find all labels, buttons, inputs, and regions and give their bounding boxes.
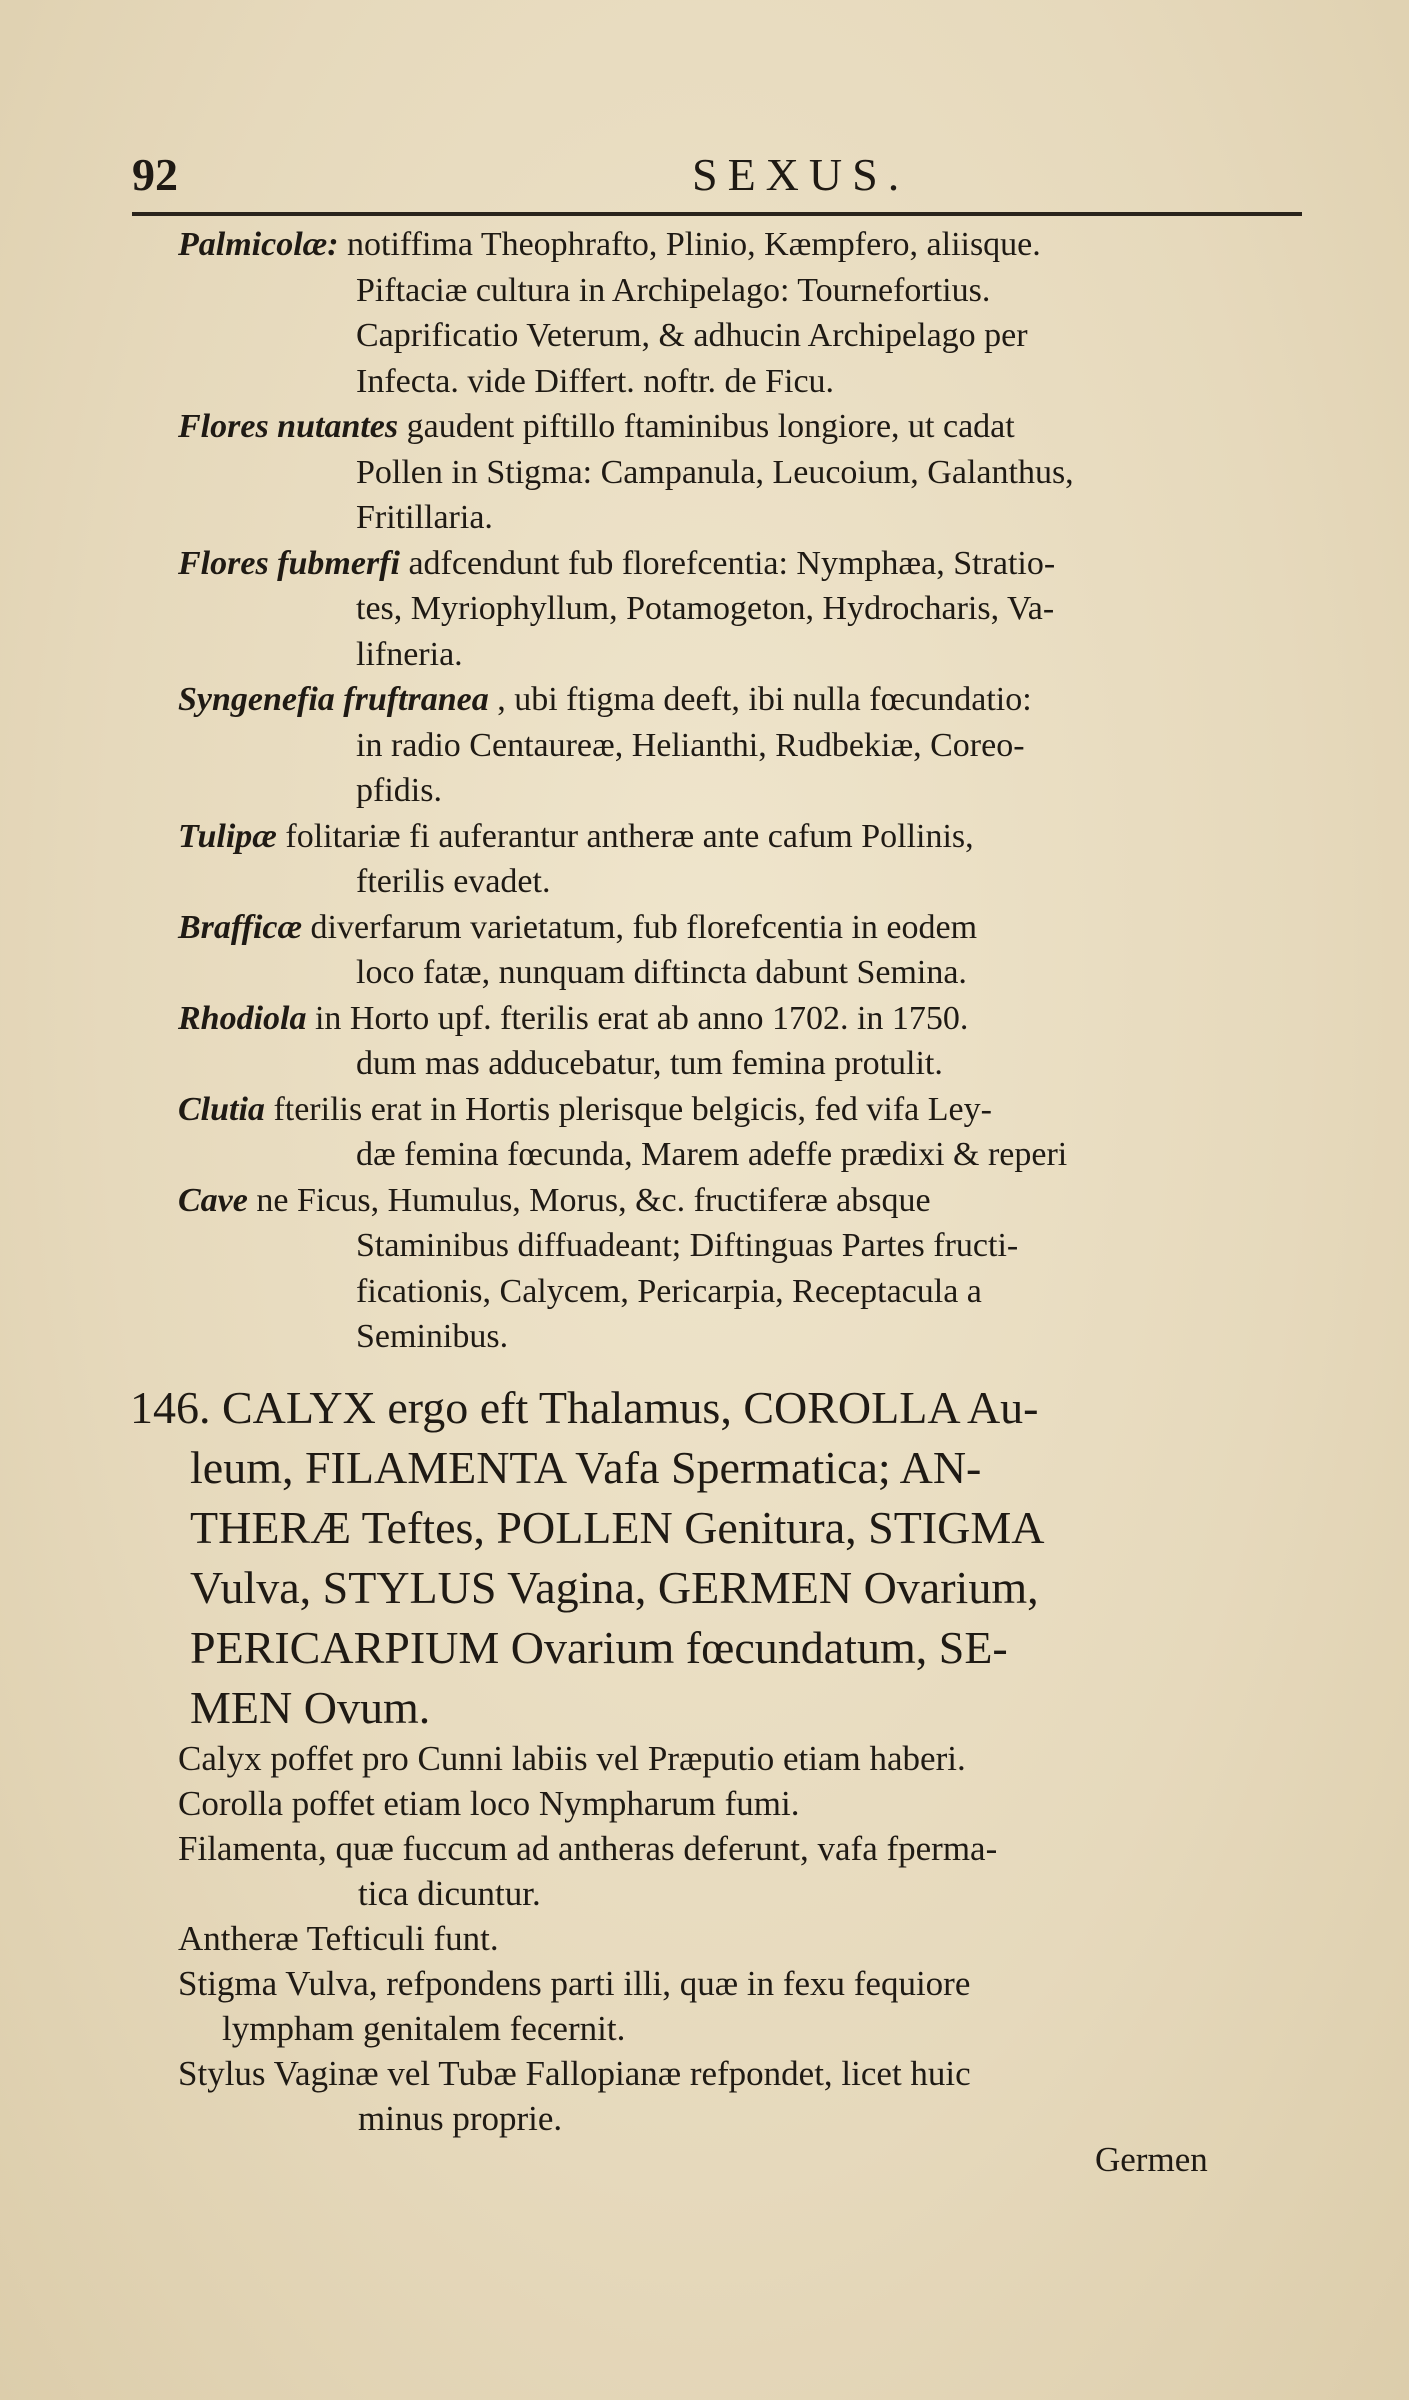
entry-term: Rhodiola <box>178 999 315 1037</box>
entry-first-line <box>0 814 974 860</box>
entry <box>0 1087 1067 1178</box>
note <box>178 1826 1298 1916</box>
paragraph-146 <box>130 1378 1290 1738</box>
entry-first-line <box>0 1087 1067 1133</box>
entry-text: ne Ficus, Humulus, Morus, &c. fructiferæ absque <box>256 1181 931 1219</box>
entry <box>0 1178 1018 1360</box>
paragraph-line: 146. CALYX ergo eft Thalamus, COROLLA Au- <box>130 1382 1039 1433</box>
entry-term: Flores nutantes <box>178 408 407 445</box>
entry-term: Syngenefia fruftranea <box>178 681 498 718</box>
entry-continuation-line: Seminibus. <box>356 1318 509 1355</box>
note-first-line: Stigma Vulva, refpondens parti illi, quæ in fexu fequiore <box>178 1964 971 2003</box>
entry-continuation-line: dum mas adducebatur, tum femina protulit. <box>356 1045 943 1082</box>
notes-list <box>178 1736 1298 2141</box>
catchword: Germen <box>1095 2140 1208 2179</box>
entry-term: Brafficæ <box>178 908 311 946</box>
entry-text: gaudent piftillo ftaminibus longiore, ut cadat <box>406 408 1015 445</box>
header-rule <box>132 212 1302 216</box>
entry-continuation-line: ficationis, Calycem, Pericarpia, Receptacula a <box>356 1272 982 1310</box>
paragraph-line: MEN Ovum. <box>190 1682 431 1733</box>
page-header <box>132 148 1302 208</box>
entry-continuation-line: tes, Myriophyllum, Potamogeton, Hydrocharis, Va- <box>356 590 1055 627</box>
entry-text: , ubi ftigma deeft, ibi nulla fœcundatio: <box>497 681 1032 718</box>
page-number: 92 <box>132 149 178 200</box>
entry-first-line <box>0 404 1074 450</box>
entry-first-line <box>0 1178 1018 1224</box>
note <box>178 1781 1298 1826</box>
entry <box>0 222 1041 404</box>
entry-term: Clutia <box>178 1090 274 1128</box>
entry-text: adfcendunt fub florefcentia: Nymphæa, Stratio- <box>408 544 1056 582</box>
note <box>178 1736 1298 1781</box>
note-first-line: Antheræ Tefticuli funt. <box>178 1919 499 1958</box>
entry-continuation-line: Piftaciæ cultura in Archipelago: Tournefortius. <box>356 271 991 309</box>
paragraph-line: Vulva, STYLUS Vagina, GERMEN Ovarium, <box>190 1562 1039 1613</box>
paragraph-line: THERÆ Teftes, POLLEN Genitura, STIGMA <box>190 1502 1045 1553</box>
note-first-line: Corolla poffet etiam loco Nympharum fumi. <box>178 1784 800 1823</box>
note <box>178 1961 1298 2051</box>
entry-continuation-line: Caprificatio Veterum, & adhucin Archipelago per <box>356 317 1028 354</box>
note-continuation-line: minus proprie. <box>358 2099 563 2138</box>
entry-continuation-line: loco fatæ, nunquam diftincta dabunt Semina. <box>356 954 967 991</box>
entry-text: folitariæ fi auferantur antheræ ante cafum Pollinis, <box>285 817 974 855</box>
entry-continuation-line: pfidis. <box>356 772 442 809</box>
entry <box>0 677 1032 814</box>
paragraph-line: leum, FILAMENTA Vafa Spermatica; AN- <box>190 1442 982 1493</box>
entry-text: in Horto upf. fterilis erat ab anno 1702. in 1750. <box>314 999 969 1037</box>
note-first-line: Calyx poffet pro Cunni labiis vel Præputio etiam haberi. <box>178 1739 966 1778</box>
entry <box>0 996 968 1087</box>
paragraph-line: PERICARPIUM Ovarium fœcundatum, SE- <box>190 1622 1008 1673</box>
entry <box>0 404 1074 541</box>
entry-first-line <box>0 222 1041 268</box>
entry-continuation-line: Pollen in Stigma: Campanula, Leucoium, Galanthus, <box>356 453 1074 491</box>
entry-first-line <box>0 905 977 951</box>
entry-term: Cave <box>178 1181 257 1219</box>
note-first-line: Stylus Vaginæ vel Tubæ Fallopianæ refpondet, licet huic <box>178 2054 971 2093</box>
entry-continuation-line: Fritillaria. <box>356 499 493 536</box>
entry-first-line <box>0 541 1055 587</box>
note-first-line: Filamenta, quæ fuccum ad antheras deferunt, vafa fperma- <box>178 1829 998 1868</box>
note <box>178 2051 1298 2141</box>
entry <box>0 905 977 996</box>
entry-term: Flores fubmerfi <box>178 544 409 582</box>
entry-continuation-line: fterilis evadet. <box>356 863 551 900</box>
entry-continuation-line: Infecta. vide Differt. noftr. de Ficu. <box>356 362 835 400</box>
entry-term: Tulipæ <box>178 817 286 855</box>
entry-continuation-line: dæ femina fœcunda, Marem adeffe prædixi & reperi <box>356 1136 1068 1173</box>
entry <box>0 814 974 905</box>
entry-term: Palmicolæ: <box>178 226 348 263</box>
entry-text: fterilis erat in Hortis plerisque belgicis, fed vifa Ley- <box>273 1090 992 1128</box>
entry-continuation-line: Staminibus diffuadeant; Diftinguas Partes fructi- <box>356 1227 1019 1264</box>
note <box>178 1916 1298 1961</box>
note-continuation-line: tica dicuntur. <box>358 1874 541 1913</box>
entry <box>0 541 1055 678</box>
entry-continuation-line: in radio Centaureæ, Helianthi, Rudbekiæ, Coreo- <box>356 726 1025 764</box>
entry-text: notiffima Theophrafto, Plinio, Kæmpfero, aliisque. <box>347 226 1041 263</box>
entry-text: diverfarum varietatum, fub florefcentia in eodem <box>310 908 978 946</box>
note-continuation-line: lympham genitalem fecernit. <box>222 2009 626 2048</box>
entry-first-line <box>0 996 968 1042</box>
entry-first-line <box>0 677 1032 723</box>
running-title: SEXUS. <box>692 149 910 200</box>
entry-continuation-line: lifneria. <box>356 635 463 673</box>
